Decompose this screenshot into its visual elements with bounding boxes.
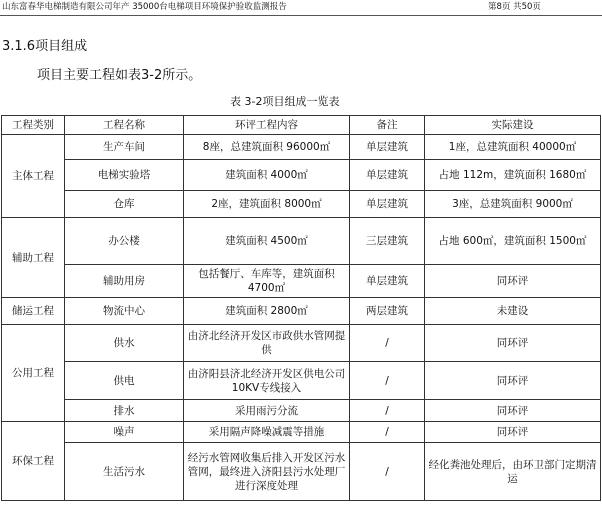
- actual-cell: 未建设: [425, 298, 601, 325]
- env-cell: 采用隔声降噪减震等措施: [184, 422, 350, 443]
- env-cell: 建筑面积 2800㎡: [184, 298, 350, 325]
- name-cell: 生产车间: [65, 135, 184, 160]
- table-row: [2, 362, 601, 400]
- table-header-row: [2, 116, 601, 135]
- table-row: [2, 160, 601, 191]
- name-cell: 噪声: [65, 422, 184, 443]
- header-report-title: 山东富春华电梯制造有限公司年产 35000台电梯项目环境保护验收监测报告: [2, 2, 287, 12]
- project-composition-table: [1, 115, 601, 501]
- table-row: [2, 191, 601, 218]
- header-rule: [0, 15, 602, 16]
- name-cell: 供水: [65, 325, 184, 362]
- name-cell: 排水: [65, 400, 184, 422]
- actual-cell: 经化粪池处理后，由环卫部门定期清运: [425, 443, 601, 501]
- env-cell: 经污水管网收集后排入开发区污水管网，最终进入济阳县污水处理厂进行深度处理: [184, 443, 350, 501]
- name-cell: 仓库: [65, 191, 184, 218]
- note-cell: /: [350, 362, 425, 400]
- note-cell: 单层建筑: [350, 191, 425, 218]
- note-cell: 三层建筑: [350, 218, 425, 265]
- intro-paragraph: 项目主要工程如表3-2所示。: [37, 68, 202, 83]
- column-header: 备注: [350, 116, 425, 135]
- page-header: [0, 0, 602, 15]
- actual-cell: 同环评: [425, 265, 601, 298]
- name-cell: 生活污水: [65, 443, 184, 501]
- table-row: [2, 218, 601, 265]
- env-cell: 由济阳县济北经济开发区供电公司 10KV专线接入: [184, 362, 350, 400]
- actual-cell: 3座，总建筑面积 9000㎡: [425, 191, 601, 218]
- column-header: 环评工程内容: [184, 116, 350, 135]
- table-caption: 表 3-2项目组成一览表: [230, 95, 340, 108]
- table-row: [2, 422, 601, 443]
- name-cell: 电梯实验塔: [65, 160, 184, 191]
- name-cell: 供电: [65, 362, 184, 400]
- category-cell: 公用工程: [2, 325, 65, 422]
- note-cell: /: [350, 325, 425, 362]
- env-cell: 采用雨污分流: [184, 400, 350, 422]
- table-row: [2, 298, 601, 325]
- actual-cell: 同环评: [425, 325, 601, 362]
- env-cell: 8座，总建筑面积 96000㎡: [184, 135, 350, 160]
- table-row: [2, 265, 601, 298]
- category-cell: 辅助工程: [2, 218, 65, 298]
- name-cell: 物流中心: [65, 298, 184, 325]
- category-cell: 主体工程: [2, 135, 65, 218]
- note-cell: /: [350, 400, 425, 422]
- actual-cell: 同环评: [425, 362, 601, 400]
- note-cell: 两层建筑: [350, 298, 425, 325]
- note-cell: 单层建筑: [350, 160, 425, 191]
- env-cell: 2座，建筑面积 8000㎡: [184, 191, 350, 218]
- actual-cell: 1座，总建筑面积 40000㎡: [425, 135, 601, 160]
- actual-cell: 占地 112m，建筑面积 1680㎡: [425, 160, 601, 191]
- header-page-number: 第8页 共50页: [488, 2, 541, 12]
- note-cell: 单层建筑: [350, 135, 425, 160]
- table-row: [2, 400, 601, 422]
- column-header: 工程类别: [2, 116, 65, 135]
- note-cell: /: [350, 443, 425, 501]
- actual-cell: 占地 600㎡，建筑面积 1500㎡: [425, 218, 601, 265]
- category-cell: 环保工程: [2, 422, 65, 501]
- env-cell: 由济北经济开发区市政供水管网提供: [184, 325, 350, 362]
- env-cell: 建筑面积 4500㎡: [184, 218, 350, 265]
- env-cell: 包括餐厅、车库等，建筑面积 4700㎡: [184, 265, 350, 298]
- name-cell: 办公楼: [65, 218, 184, 265]
- actual-cell: 同环评: [425, 400, 601, 422]
- actual-cell: 同环评: [425, 422, 601, 443]
- column-header: 工程名称: [65, 116, 184, 135]
- name-cell: 辅助用房: [65, 265, 184, 298]
- note-cell: /: [350, 422, 425, 443]
- note-cell: 单层建筑: [350, 265, 425, 298]
- table-row: [2, 325, 601, 362]
- column-header: 实际建设: [425, 116, 601, 135]
- section-title: 3.1.6项目组成: [2, 39, 88, 54]
- category-cell: 储运工程: [2, 298, 65, 325]
- env-cell: 建筑面积 4000㎡: [184, 160, 350, 191]
- table-row: [2, 135, 601, 160]
- table-row: [2, 443, 601, 501]
